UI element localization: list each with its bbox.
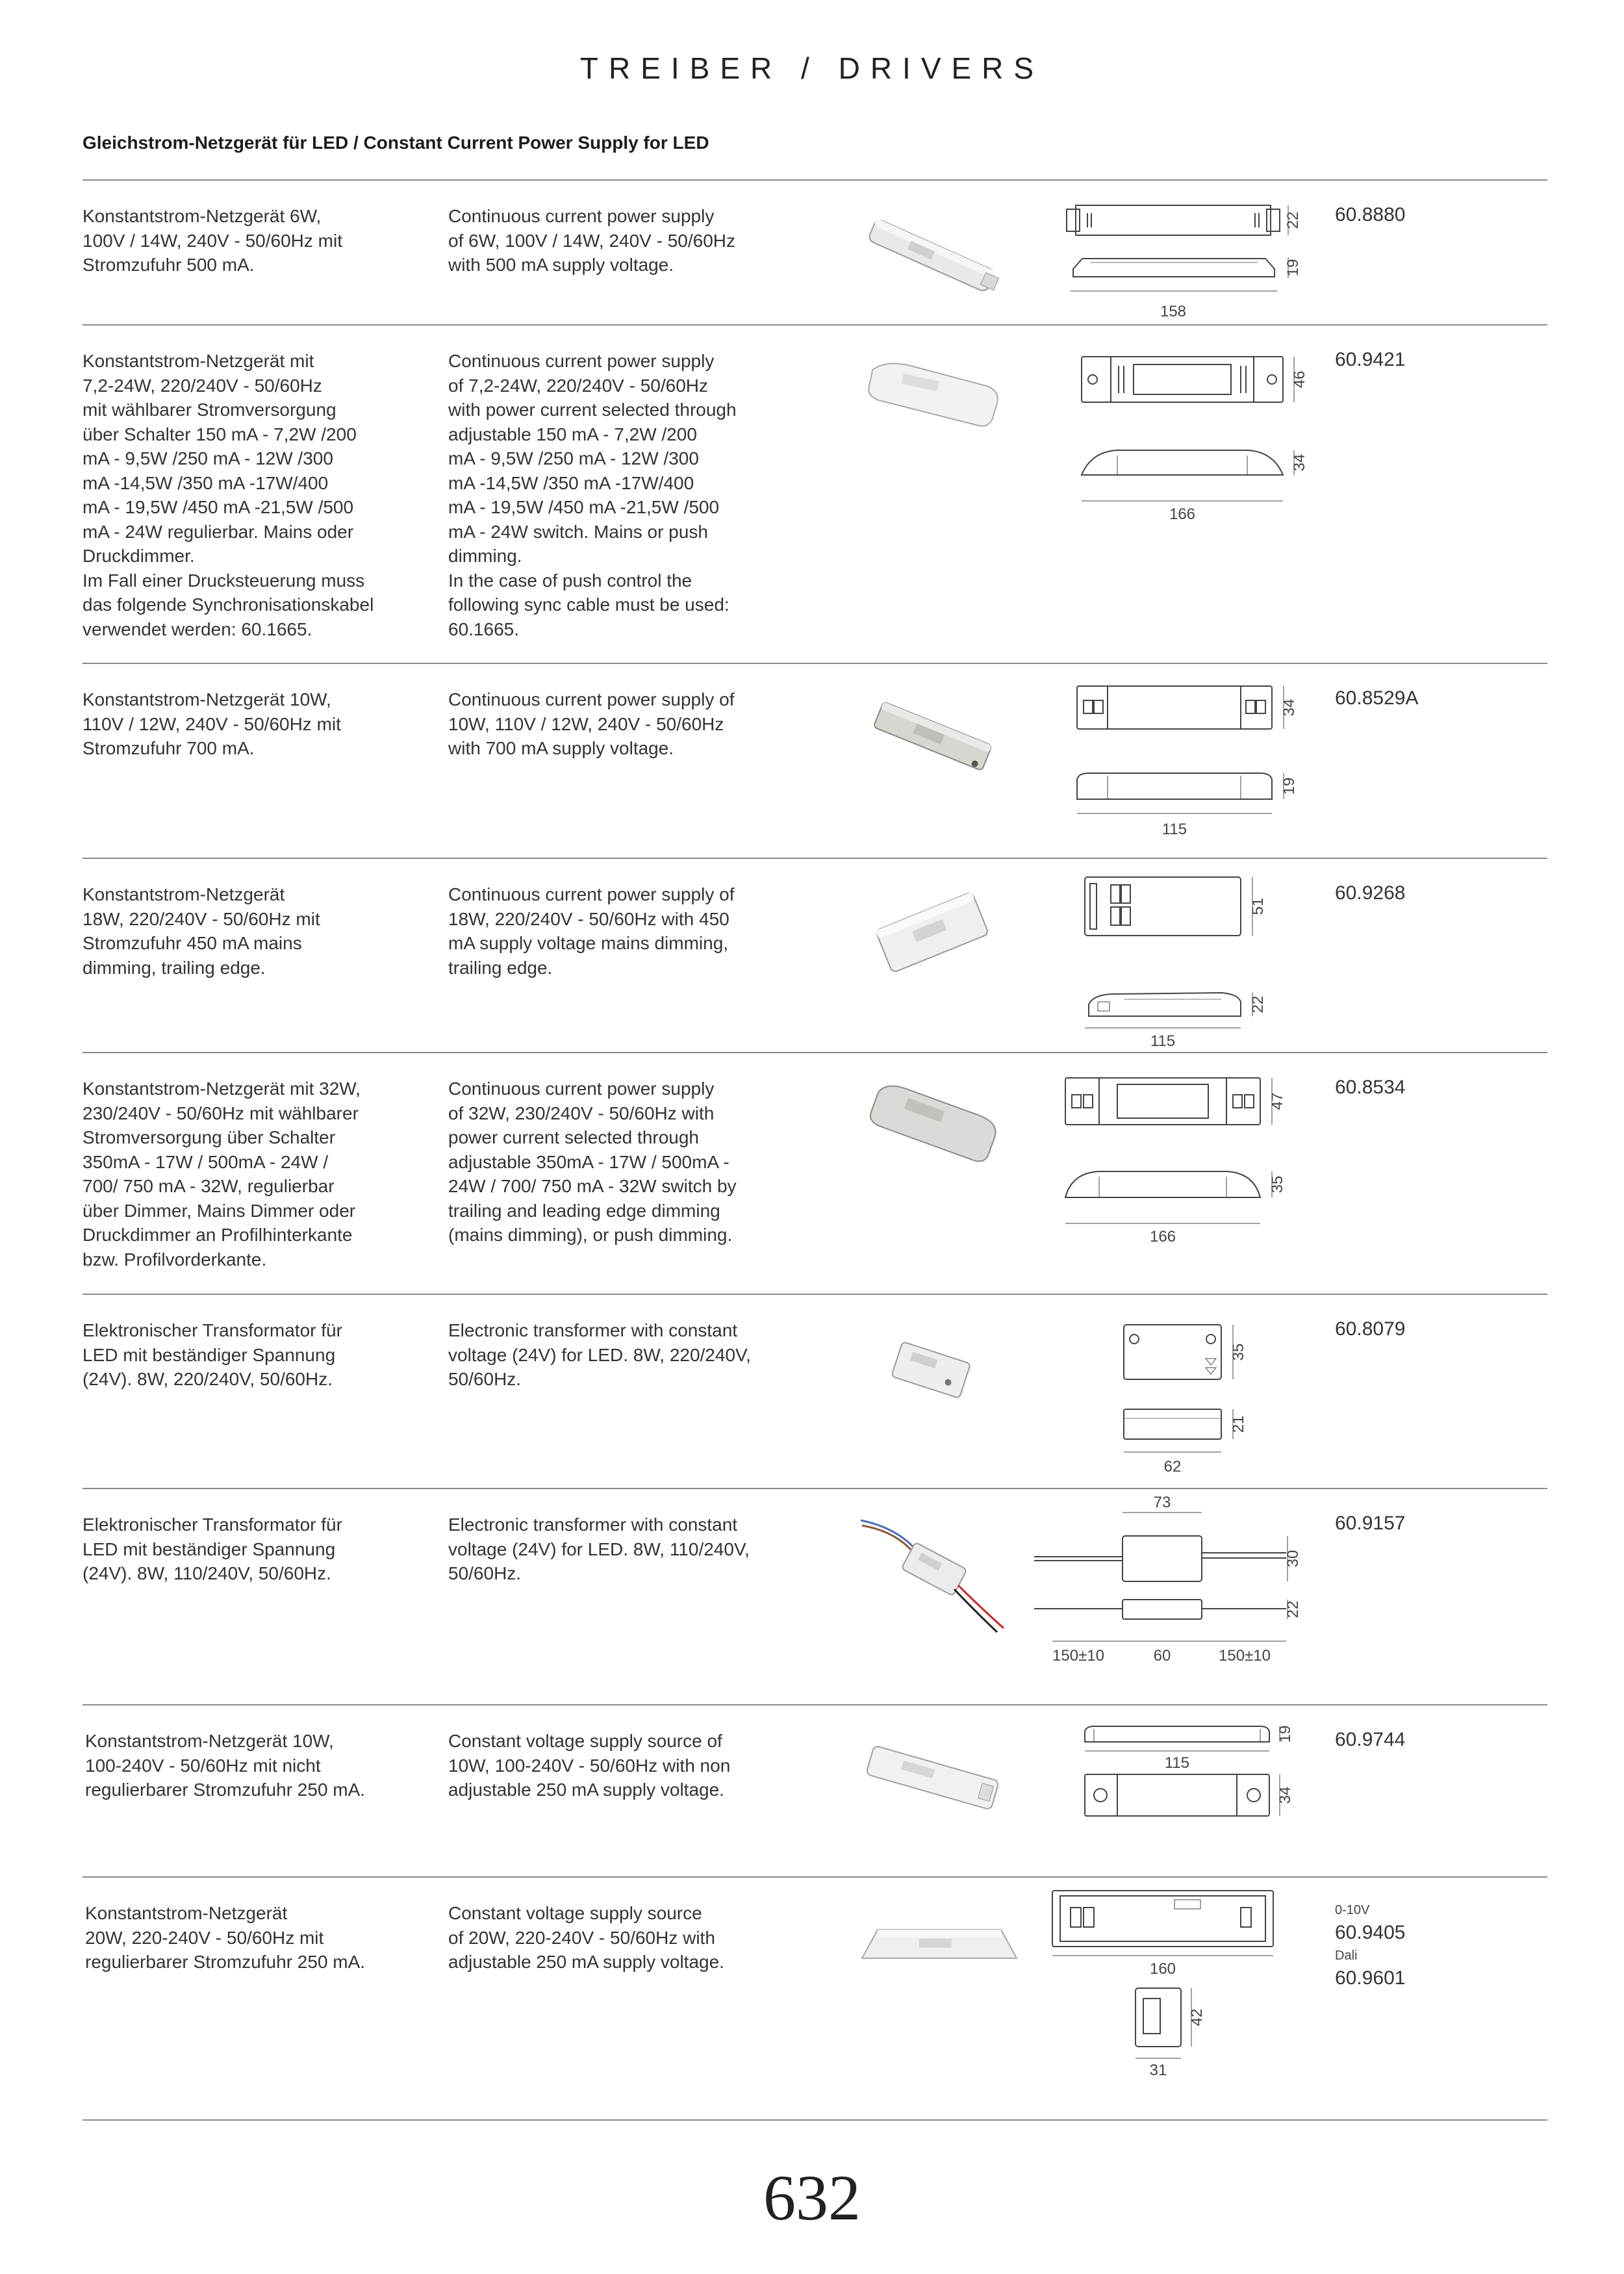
dim-length: 115 bbox=[1164, 1754, 1190, 1772]
description-de: Elektronischer Transformator für LED mit beständiger Spannung (24V). 8W, 110/240V, 50/60Hz. bbox=[82, 1514, 342, 1583]
dimension-drawing bbox=[1026, 663, 1325, 858]
article-number: 60.9268 bbox=[1335, 882, 1406, 904]
dimension-drawing bbox=[1026, 324, 1325, 558]
dimension-drawing bbox=[1026, 179, 1325, 324]
description-en: Electronic transformer with constant voltage (24V) for LED. 8W, 220/240V, 50/60Hz. bbox=[448, 1320, 751, 1389]
description-de: Konstantstrom-Netzgerät 10W, 110V / 12W, 240V - 50/60Hz mit Stromzufuhr 700 mA. bbox=[82, 689, 341, 758]
description-en: Continuous current power supply of 10W, 110V / 12W, 240V - 50/60Hz with 700 mA supply voltage. bbox=[448, 689, 735, 758]
dim-length: 166 bbox=[1149, 1228, 1176, 1246]
driver-photo bbox=[854, 199, 1010, 316]
dim-length: 115 bbox=[1161, 821, 1187, 838]
dim-height: 46 bbox=[1291, 370, 1308, 389]
dim-length: 62 bbox=[1163, 1458, 1182, 1476]
article-numbers bbox=[1335, 1901, 1405, 1992]
dim-width: 73 bbox=[1153, 1494, 1171, 1511]
dim-height: 30 bbox=[1284, 1550, 1302, 1568]
dim-depth: 31 bbox=[1149, 2062, 1167, 2079]
description-en: Continuous current power supply of 18W, 220/240V - 50/60Hz with 450 mA supply voltage mains dimming, trailing edge. bbox=[448, 884, 735, 978]
dim-cable-left: 150±10 bbox=[1052, 1647, 1104, 1665]
dim-depth: 19 bbox=[1280, 777, 1298, 795]
dimension-drawing bbox=[1026, 1488, 1325, 1704]
dim-height: 34 bbox=[1280, 698, 1298, 717]
dim-body: 60 bbox=[1153, 1647, 1171, 1665]
description-de: Konstantstrom-Netzgerät 18W, 220/240V - 50/60Hz mit Stromzufuhr 450 mA mains dimming, trailing edge. bbox=[82, 884, 320, 978]
description-en: Constant voltage supply source of 10W, 100-240V - 50/60Hz with non adjustable 250 mA supply voltage. bbox=[448, 1731, 731, 1800]
description-de: Konstantstrom-Netzgerät mit 7,2-24W, 220/240V - 50/60Hz mit wählbarer Stromversorgung über Schalter 150 mA - 7,2W /200 mA - 9,5W /250 mA - 12W /300 mA -14,5W /350 mA -17W/400 mA - 19,5W /450 mA -21,5W /500 mA - 24W regulierbar. Mains oder Druckdimmer. Im Fall einer Drucksteuerung muss das folgende Synchronisationskabel verwendet werden: 60.1665. bbox=[82, 351, 374, 639]
dim-depth: 22 bbox=[1249, 995, 1267, 1014]
page-title: TREIBER / DRIVERS bbox=[579, 51, 1045, 85]
dimension-drawing bbox=[1026, 1704, 1325, 1876]
description-de: Konstantstrom-Netzgerät 10W, 100-240V - 50/60Hz mit nicht regulierbarer Stromzufuhr 250 mA. bbox=[85, 1731, 366, 1800]
description-en: Electronic transformer with constant voltage (24V) for LED. 8W, 110/240V, 50/60Hz. bbox=[448, 1514, 750, 1583]
description-en: Continuous current power supply of 32W, 230/240V - 50/60Hz with power current selected through adjustable 350mA - 17W / 500mA - 24W / 700/ 750 mA - 32W switch by trailing and leading edge dimming (mains dimming), or push dimming. bbox=[448, 1079, 737, 1245]
article-number: 60.8880 bbox=[1335, 204, 1406, 225]
dim-depth: 19 bbox=[1284, 259, 1302, 277]
dim-depth: 19 bbox=[1276, 1725, 1294, 1743]
dim-depth: 35 bbox=[1269, 1175, 1286, 1194]
article-number: 60.8079 bbox=[1335, 1318, 1406, 1340]
description-en: Continuous current power supply of 6W, 100V / 14W, 240V - 50/60Hz with 500 mA supply voltage. bbox=[448, 206, 736, 275]
description-en: Continuous current power supply of 7,2-24W, 220/240V - 50/60Hz with power current selected through adjustable 150 mA - 7,2W /200 mA - 9,5W /250 mA - 12W /300 mA -14,5W /350 mA -17W/400 mA - 19,5W /450 mA -21,5W /500 mA - 24W switch. Mains or push dimming. In the case of push control the following sync cable must be used: 60.1665. bbox=[448, 351, 737, 639]
variant-label-0-10v: 0-10V bbox=[1335, 1903, 1370, 1917]
product-row-60-9421 bbox=[0, 324, 1624, 663]
dim-depth: 21 bbox=[1230, 1415, 1247, 1433]
dimension-drawing bbox=[1026, 1052, 1325, 1294]
driver-photo bbox=[854, 877, 1010, 988]
product-row-60-9157 bbox=[0, 1488, 1624, 1704]
product-row-60-9268 bbox=[0, 858, 1624, 1052]
article-number: 60.9157 bbox=[1335, 1513, 1406, 1534]
product-row-60-9744 bbox=[0, 1704, 1624, 1876]
dim-length: 158 bbox=[1160, 303, 1187, 320]
product-row-60-8534 bbox=[0, 1052, 1624, 1294]
description-de: Konstantstrom-Netzgerät 6W, 100V / 14W, 240V - 50/60Hz mit Stromzufuhr 500 mA. bbox=[82, 206, 342, 275]
dim-height: 35 bbox=[1230, 1343, 1247, 1361]
dim-height: 47 bbox=[1269, 1092, 1286, 1110]
dimension-drawing bbox=[1026, 1294, 1325, 1488]
dim-length: 115 bbox=[1150, 1032, 1176, 1050]
dimension-drawing bbox=[1026, 1876, 1325, 2119]
dim-height: 51 bbox=[1249, 897, 1267, 915]
article-number-2: 60.9601 bbox=[1335, 1967, 1406, 1989]
page-number: 632 bbox=[763, 2162, 861, 2234]
article-number: 60.8529A bbox=[1335, 687, 1419, 709]
driver-photo bbox=[854, 1071, 1010, 1182]
article-number: 60.9421 bbox=[1335, 349, 1406, 370]
driver-photo bbox=[854, 1507, 1023, 1637]
product-row-60-8079 bbox=[0, 1294, 1624, 1488]
description-de: Elektronischer Transformator für LED mit beständiger Spannung (24V). 8W, 220/240V, 50/60Hz. bbox=[82, 1320, 342, 1389]
article-number: 60.9405 bbox=[1335, 1922, 1406, 1943]
description-de: Konstantstrom-Netzgerät 20W, 220-240V - 50/60Hz mit regulierbarer Stromzufuhr 250 mA. bbox=[85, 1903, 366, 1972]
dim-depth: 34 bbox=[1291, 454, 1308, 472]
dim-height: 22 bbox=[1284, 211, 1302, 229]
article-number: 60.9744 bbox=[1335, 1729, 1406, 1750]
product-row-60-8880 bbox=[0, 179, 1624, 324]
driver-photo bbox=[854, 1724, 1010, 1834]
row-divider bbox=[82, 2119, 1547, 2121]
variant-label-dali: Dali bbox=[1335, 1948, 1358, 1963]
driver-photo bbox=[854, 1896, 1023, 1987]
driver-photo bbox=[854, 1313, 1010, 1424]
section-subtitle: Gleichstrom-Netzgerät für LED / Constant Current Power Supply for LED bbox=[82, 133, 709, 153]
dim-height: 34 bbox=[1276, 1786, 1294, 1804]
dimension-drawing bbox=[1026, 858, 1325, 1052]
driver-photo bbox=[854, 682, 1010, 793]
dim-height: 42 bbox=[1188, 2008, 1206, 2026]
dim-length: 166 bbox=[1169, 505, 1196, 523]
dim-depth: 22 bbox=[1284, 1600, 1302, 1618]
dim-length: 160 bbox=[1149, 1960, 1176, 1978]
product-row-60-8529a bbox=[0, 663, 1624, 858]
product-row-60-9405 bbox=[0, 1876, 1624, 2119]
driver-photo bbox=[854, 344, 1010, 454]
description-en: Constant voltage supply source of 20W, 220-240V - 50/60Hz with adjustable 250 mA supply voltage. bbox=[448, 1903, 724, 1972]
article-number: 60.8534 bbox=[1335, 1077, 1406, 1098]
dim-cable-right: 150±10 bbox=[1219, 1647, 1271, 1665]
description-de: Konstantstrom-Netzgerät mit 32W, 230/240V - 50/60Hz mit wählbarer Stromversorgung über Schalter 350mA - 17W / 500mA - 24W / 700/ 750 mA - 32W, regulierbar über Dimmer, Mains Dimmer oder Druckdimmer an Profilhinterkante bzw. Profilvorderkante. bbox=[82, 1079, 361, 1270]
